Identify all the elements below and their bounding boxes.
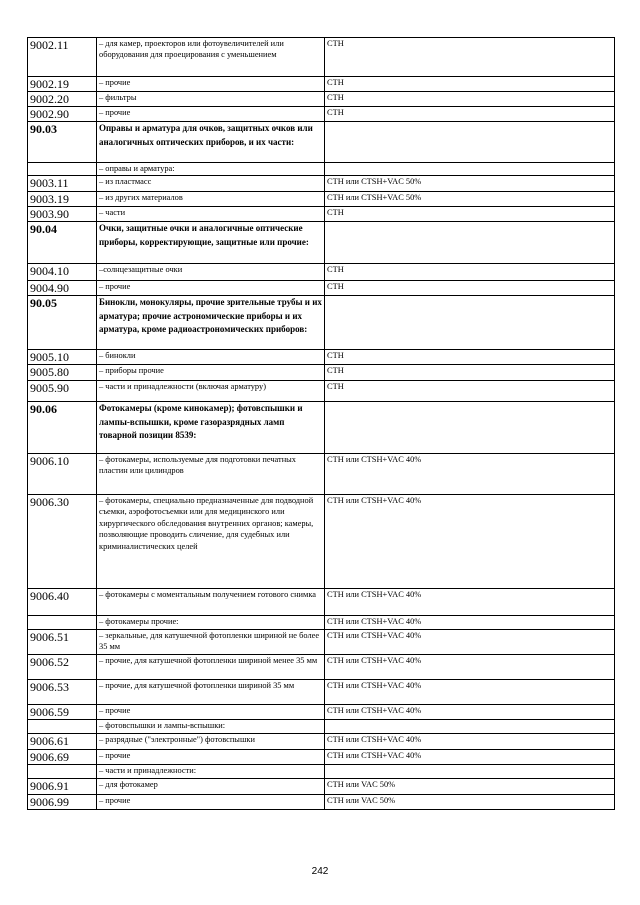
table-row [28, 589, 615, 616]
origin-rule-cell: СТН или CTSH+VAC 40% [325, 589, 615, 616]
table-row [28, 77, 615, 92]
origin-rule-cell [325, 296, 615, 350]
table-row [28, 630, 615, 655]
code-cell: 9006.51 [28, 630, 97, 655]
description-cell: – части и принадлежности (включая арматуру) [97, 381, 325, 402]
origin-rule-cell [325, 765, 615, 779]
code-cell: 9006.10 [28, 454, 97, 495]
code-cell: 9003.90 [28, 207, 97, 222]
origin-rule-cell: СТН или CTSH+VAC 40% [325, 616, 615, 630]
table-row [28, 750, 615, 765]
description-cell: Очки, защитные очки и аналогичные оптические приборы, корректирующие, защитные или прочие: [97, 222, 325, 264]
heading-row [28, 122, 615, 163]
description-cell: – из пластмасс [97, 176, 325, 192]
description-cell: – разрядные ("электронные") фотовспышки [97, 734, 325, 750]
description-cell: – прочие, для катушечной фотопленки шириной 35 мм [97, 680, 325, 705]
code-cell: 9006.69 [28, 750, 97, 765]
code-cell [28, 765, 97, 779]
heading-row [28, 296, 615, 350]
origin-rule-cell [325, 163, 615, 176]
code-cell: 9002.11 [28, 38, 97, 77]
code-cell: 90.04 [28, 222, 97, 264]
code-cell: 9003.11 [28, 176, 97, 192]
origin-rule-cell: СТН или CTSH+VAC 40% [325, 630, 615, 655]
description-cell: – прочие [97, 107, 325, 122]
table-row [28, 38, 615, 77]
origin-rule-cell: СТН или CTSH+VAC 50% [325, 176, 615, 192]
description-cell: – прочие, для катушечной фотопленки шириной менее 35 мм [97, 655, 325, 680]
table-row [28, 680, 615, 705]
table-row [28, 176, 615, 192]
origin-rule-cell: СТН или CTSH+VAC 50% [325, 192, 615, 207]
table-row [28, 264, 615, 281]
table-row [28, 779, 615, 795]
origin-rule-cell: СТН [325, 77, 615, 92]
table-row [28, 92, 615, 107]
tariff-table [27, 37, 615, 810]
origin-rule-cell: СТН [325, 92, 615, 107]
origin-rule-cell [325, 122, 615, 163]
origin-rule-cell: СТН [325, 107, 615, 122]
description-cell: – оправы и арматура: [97, 163, 325, 176]
code-cell [28, 616, 97, 630]
origin-rule-cell: СТН или VAC 50% [325, 779, 615, 795]
description-cell: – фильтры [97, 92, 325, 107]
code-cell: 9005.80 [28, 365, 97, 381]
table-row [28, 720, 615, 734]
table-row [28, 163, 615, 176]
tariff-table-body [28, 38, 615, 810]
description-cell: Бинокли, монокуляры, прочие зрительные трубы и их арматура; прочие астрономические приборы и их арматура, кроме радиоастрономических приборов: [97, 296, 325, 350]
origin-rule-cell: СТН или CTSH+VAC 40% [325, 705, 615, 720]
origin-rule-cell: СТН или VAC 50% [325, 795, 615, 810]
code-cell: 9003.19 [28, 192, 97, 207]
description-cell: – приборы прочие [97, 365, 325, 381]
origin-rule-cell [325, 402, 615, 454]
table-row [28, 795, 615, 810]
table-row [28, 734, 615, 750]
heading-row [28, 402, 615, 454]
code-cell: 9006.91 [28, 779, 97, 795]
origin-rule-cell: СТН или CTSH+VAC 40% [325, 680, 615, 705]
origin-rule-cell: СТН или CTSH+VAC 40% [325, 454, 615, 495]
table-row [28, 705, 615, 720]
table-row [28, 381, 615, 402]
origin-rule-cell: СТН или CTSH+VAC 40% [325, 655, 615, 680]
table-row [28, 365, 615, 381]
code-cell [28, 163, 97, 176]
origin-rule-cell: СТН [325, 264, 615, 281]
table-row [28, 655, 615, 680]
description-cell: – части [97, 207, 325, 222]
description-cell: – прочие [97, 705, 325, 720]
code-cell: 90.05 [28, 296, 97, 350]
code-cell: 9002.90 [28, 107, 97, 122]
description-cell: – фотокамеры с моментальным получением готового снимка [97, 589, 325, 616]
origin-rule-cell: СТН [325, 381, 615, 402]
description-cell: – фотокамеры, используемые для подготовки печатных пластин или цилиндров [97, 454, 325, 495]
code-cell: 9006.59 [28, 705, 97, 720]
description-cell: –солнцезащитные очки [97, 264, 325, 281]
description-cell: – для фотокамер [97, 779, 325, 795]
origin-rule-cell [325, 222, 615, 264]
table-row [28, 616, 615, 630]
code-cell: 9006.40 [28, 589, 97, 616]
description-cell: – фотовспышки и лампы-вспышки: [97, 720, 325, 734]
table-row [28, 350, 615, 365]
origin-rule-cell: СТН или CTSH+VAC 40% [325, 750, 615, 765]
description-cell: – части и принадлежности: [97, 765, 325, 779]
code-cell: 9004.90 [28, 281, 97, 296]
code-cell: 9006.52 [28, 655, 97, 680]
code-cell: 9005.10 [28, 350, 97, 365]
code-cell: 90.03 [28, 122, 97, 163]
description-cell: Оправы и арматура для очков, защитных очков или аналогичных оптических приборов, и их части: [97, 122, 325, 163]
description-cell: – бинокли [97, 350, 325, 365]
description-cell: – для камер, проекторов или фотоувеличителей или оборудования для проецирования с уменьшением [97, 38, 325, 77]
origin-rule-cell: СТН [325, 365, 615, 381]
code-cell: 9002.20 [28, 92, 97, 107]
origin-rule-cell: СТН [325, 350, 615, 365]
description-cell: – фотокамеры, специально предназначенные для подводной съемки, аэрофотосъемки или для медицинского или хирургического обследования внутренних органов; камеры, позволяющие проводить сличение, для судебных или криминалистических целей [97, 495, 325, 589]
description-cell: Фотокамеры (кроме кинокамер); фотовспышки и лампы-вспышки, кроме газоразрядных ламп товарной позиции 8539: [97, 402, 325, 454]
code-cell: 90.06 [28, 402, 97, 454]
origin-rule-cell: СТН [325, 207, 615, 222]
origin-rule-cell: СТН или CTSH+VAC 40% [325, 495, 615, 589]
code-cell: 9006.53 [28, 680, 97, 705]
code-cell: 9004.10 [28, 264, 97, 281]
description-cell: – прочие [97, 77, 325, 92]
origin-rule-cell [325, 720, 615, 734]
table-row [28, 192, 615, 207]
page-number: 242 [311, 866, 329, 877]
description-cell: – зеркальные, для катушечной фотопленки шириной не более 35 мм [97, 630, 325, 655]
code-cell: 9006.30 [28, 495, 97, 589]
heading-row [28, 222, 615, 264]
code-cell [28, 720, 97, 734]
table-row [28, 765, 615, 779]
description-cell: – фотокамеры прочие: [97, 616, 325, 630]
table-row [28, 281, 615, 296]
description-cell: – прочие [97, 750, 325, 765]
code-cell: 9005.90 [28, 381, 97, 402]
origin-rule-cell: СТН [325, 281, 615, 296]
origin-rule-cell: СТН [325, 38, 615, 77]
table-row [28, 454, 615, 495]
table-row [28, 107, 615, 122]
code-cell: 9006.61 [28, 734, 97, 750]
table-row [28, 207, 615, 222]
description-cell: – из других материалов [97, 192, 325, 207]
description-cell: – прочие [97, 795, 325, 810]
code-cell: 9002.19 [28, 77, 97, 92]
table-row [28, 495, 615, 589]
code-cell: 9006.99 [28, 795, 97, 810]
origin-rule-cell: СТН или CTSH+VAC 40% [325, 734, 615, 750]
description-cell: – прочие [97, 281, 325, 296]
